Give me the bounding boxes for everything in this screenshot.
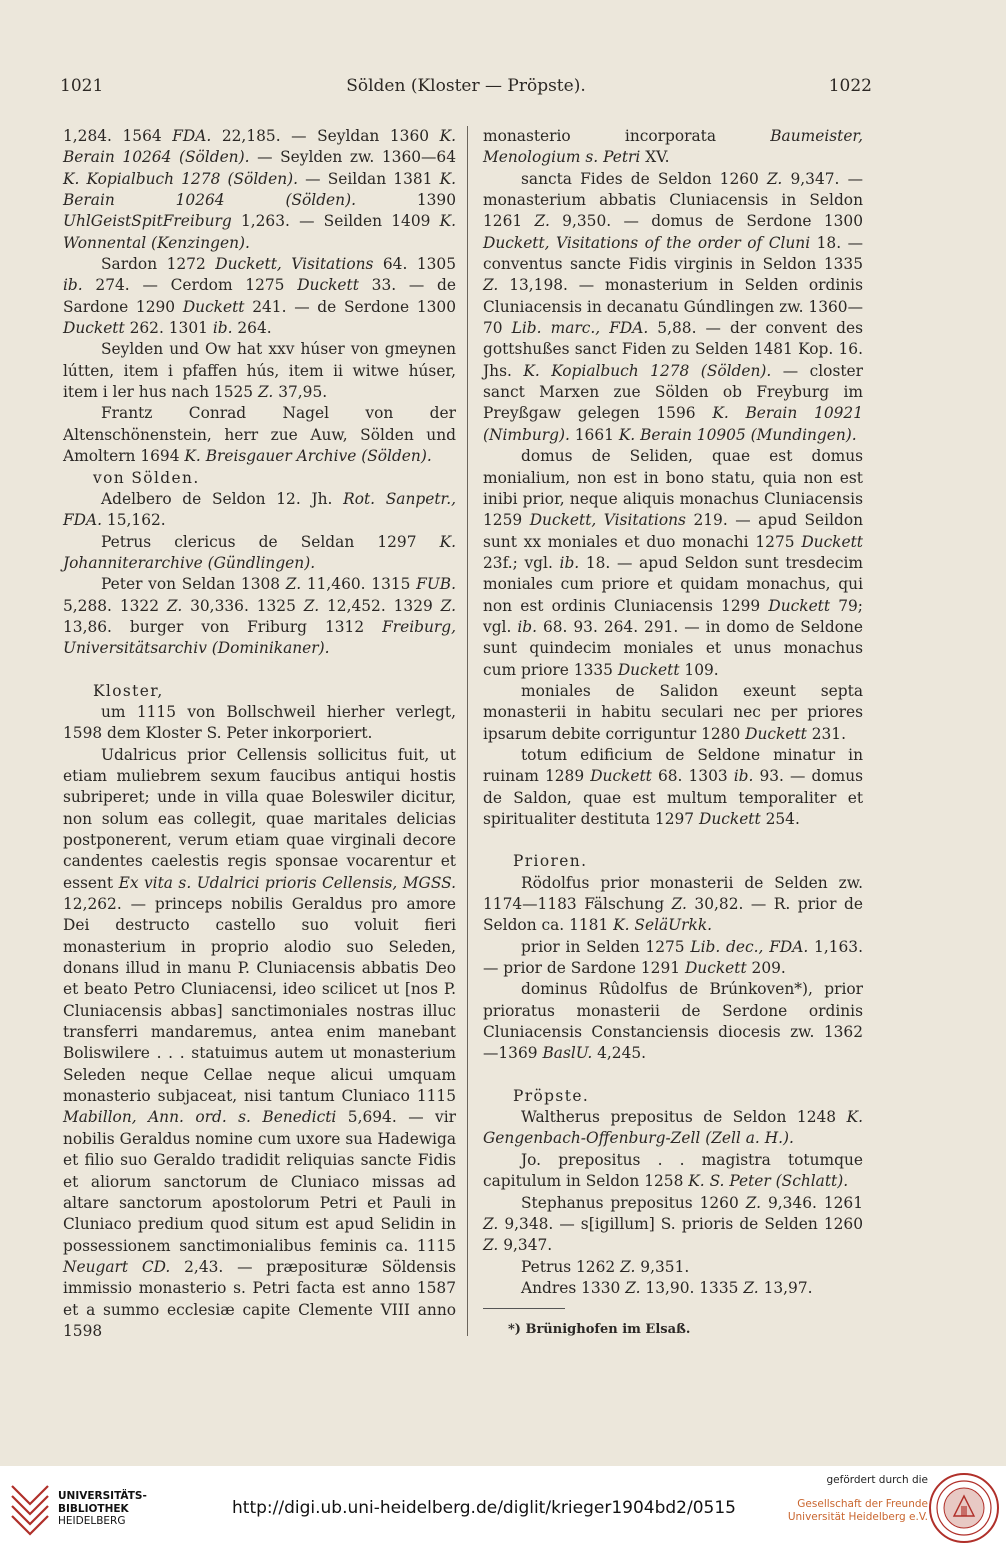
library-line-3: HEIDELBERG: [58, 1515, 126, 1527]
paragraph: Rödolfus prior monasterii de Selden zw. 1174—1183 Fälschung Z. 30,82. — R. prior de Seldon ca. 1181 K. SeläUrkk.: [483, 873, 864, 935]
sponsor-name-line-2: Universität Heidelberg e.V.: [787, 1511, 928, 1523]
paragraph: monasterio incorporata Baumeister, Menologium s. Petri XV.: [483, 127, 863, 167]
paragraph: dominus Rûdolfus de Brúnkoven*), prior prioratus monasterii de Serdone ordinis Cluniacensis Constanciensis diocesis zw. 1362 —1369 BaslU. 4,245.: [483, 980, 863, 1063]
paragraph: Waltherus prepositus de Seldon 1248 K. Gengenbach-Offenburg-Zell (Zell a. H.).: [483, 1108, 863, 1148]
section-heading: Kloster,: [93, 681, 164, 700]
paragraph: Petrus clericus de Seldan 1297 K. Johanniterarchive (Gündlingen).: [63, 532, 456, 572]
section-gap: [483, 830, 863, 851]
paragraph: Udalricus prior Cellensis sollicitus fuit, ut etiam muliebrem sexum faucibus antiqui hostis subriperet; unde in villa quae Boleswiler dicitur, non solum eas collegit, quae maritales delicias postponerent, verum etiam quae virginali decore candentes caelestis regis sponsae vocarentur et essent Ex vita s. Udalrici prioris Cellensis, MGSS. 12,262. — princeps nobilis Geraldus pro amore Dei destructo castello suo voluit fieri monasterium in proprio alodio suo Seleden, donans illud in manu P. Cluniacensis abbatis Deo et beato Petro Cluniacensi, ideo scilicet ut [nos P. Cluniacensis abbas] sanctimoniales nostras illuc transferri mandaremus, antea enim manebant Boliswilere . . . statuimus autem ut monasterium Seleden neque Cellae neque alicui umquam monasterio subjaceat, nisi tantum Cluniaco 1115 Mabillon, Ann. ord. s. Benedicti 5,694. — vir nobilis Geraldus nomine cum uxore sua Hadewiga et filio suo Geraldo tradidit reliquias sancte Fidis et aliorum sanctorum de Cluniaco missas ad altare sanctorum apostolorum Petri et Pauli in Cluniaco predium quod situm est apud Selidin in possessionem sanctimonialibus feminis ca. 1115 Neugart CD. 2,43. — præposituræ Söldensis immissio monasterio s. Petri facta est anno 1587 et a summo ecclesiæ capite Clemente VIII anno 1598: [63, 745, 456, 1340]
page-number-left: 1021: [60, 76, 104, 96]
section-heading: Pröpste.: [513, 1086, 590, 1105]
paragraph: Adelbero de Seldon 12. Jh. Rot. Sanpetr., FDA. 15,162.: [63, 489, 456, 530]
library-logo-icon: [8, 1480, 52, 1536]
right-column: [483, 126, 863, 1299]
university-seal-icon: [928, 1472, 1000, 1544]
paragraph: moniales de Salidon exeunt septa monasterii in habitu seculari nec per priores ipsarum debite corriguntur 1280 Duckett 231.: [483, 681, 863, 743]
paragraph: um 1115 von Bollschweil hierher verlegt, 1598 dem Kloster S. Peter inkorporiert.: [63, 702, 456, 743]
paragraph: Petrus 1262 Z. 9,351.: [521, 1257, 690, 1276]
column-divider: [467, 126, 468, 1336]
paragraph: Andres 1330 Z. 13,90. 1335 Z. 13,97.: [521, 1278, 813, 1297]
library-name: [58, 1490, 147, 1528]
paragraph: Frantz Conrad Nagel von der Altenschönenstein, herr zue Auw, Sölden und Amoltern 1694 K. Breisgauer Archive (Sölden).: [63, 404, 456, 466]
page-header: [60, 76, 872, 104]
paragraph: totum edificium de Seldone minatur in ruinam 1289 Duckett 68. 1303 ib. 93. — domus de Saldon, quae est multum temporaliter et spiritualiter destituta 1297 Duckett 254.: [483, 745, 863, 828]
section-heading: von Sölden.: [93, 468, 200, 487]
paragraph: Stephanus prepositus 1260 Z. 9,346. 1261 Z. 9,348. — s[igillum] S. prioris de Selden 1260 Z. 9,347.: [483, 1193, 863, 1255]
paragraph: Jo. prepositus . . magistra totumque capitulum in Seldon 1258 K. S. Peter (Schlatt).: [483, 1150, 863, 1191]
digitization-footer: [0, 1466, 1006, 1551]
paragraph: Seylden und Ow hat xxv húser von gmeynen lútten, item i pfaffen hús, item ii witwe húser, item i ler hus nach 1525 Z. 37,95.: [63, 340, 456, 402]
sponsor-prefix: gefördert durch die: [826, 1474, 928, 1486]
left-column: [63, 126, 456, 1342]
section-gap: [63, 660, 456, 681]
sponsor-block: [778, 1474, 928, 1524]
library-line-2: BIBLIOTHEK: [58, 1502, 129, 1515]
running-title: Sölden (Kloster — Pröpste).: [346, 76, 586, 96]
section-gap: [483, 1065, 863, 1086]
paragraph: sancta Fides de Seldon 1260 Z. 9,347. — monasterium abbatis Cluniacensis in Seldon 1261 Z. 9,350. — domus de Serdone 1300 Duckett, Visitations of the order of Cluni 18. — conventus sancte Fidis virginis in Seldon 1335 Z. 13,198. — monasterium in Selden ordinis Cluniacensis in decanatu Gúndlingen zw. 1360—70 Lib. marc., FDA. 5,88. — der convent des gottshußes sanct Fiden zu Selden 1481 Kop. 16. Jhs. K. Kopialbuch 1278 (Sölden). — closter sanct Marxen zue Sölden ob Freyburg im Preyßgaw gelegen 1596 K. Berain 10921 (Nimburg). 1661 K. Berain 10905 (Mundingen).: [483, 169, 864, 444]
paragraph: Sardon 1272 Duckett, Visitations 64. 1305 ib. 274. — Cerdom 1275 Duckett 33. — de Sardone 1290 Duckett 241. — de Serdone 1300 Duckett 262. 1301 ib. 264.: [63, 255, 456, 338]
paragraph: domus de Seliden, quae est domus monialium, non est in bono statu, quia non est inibi prior, neque aliquis monachus Cluniacensis 1259 Duckett, Visitations 219. — apud Seildon sunt xx moniales et duo monachi 1275 Duckett 23f.; vgl. ib. 18. — apud Seldon sunt tresdecim moniales cum priore et quidam monachus, qui non est ordinis Cluniacensis 1299 Duckett 79; vgl. ib. 68. 93. 264. 291. — in domo de Seldone sunt quindecim moniales et unus monachus cum priore 1335 Duckett 109.: [483, 447, 864, 679]
page-number-right: 1022: [828, 76, 872, 96]
permalink-url[interactable]: http://digi.ub.uni-heidelberg.de/diglit/krieger1904bd2/0515: [232, 1498, 736, 1518]
section-heading: Prioren.: [513, 852, 588, 871]
paragraph: prior in Selden 1275 Lib. dec., FDA. 1,163. — prior de Sardone 1291 Duckett 209.: [483, 937, 863, 978]
sponsor-name-line-1: Gesellschaft der Freunde: [797, 1498, 928, 1510]
footnote-rule: [483, 1308, 565, 1309]
library-line-1: UNIVERSITÄTS-: [58, 1490, 147, 1502]
paragraph: 1,284. 1564 FDA. 22,185. — Seyldan 1360 K. Berain 10264 (Sölden). — Seylden zw. 1360—64 K. Kopialbuch 1278 (Sölden). — Seildan 1381 K. Berain 10264 (Sölden). 1390 UhlGeistSpitFreiburg 1,263. — Seilden 1409 K. Wonnental (Kenzingen).: [63, 127, 456, 252]
footnote: *) Brünighofen im Elsaß.: [508, 1322, 691, 1337]
paragraph: Peter von Seldan 1308 Z. 11,460. 1315 FUB. 5,288. 1322 Z. 30,336. 1325 Z. 12,452. 1329 Z. 13,86. burger von Friburg 1312 Freiburg, Universitätsarchiv (Dominikaner).: [63, 575, 457, 658]
